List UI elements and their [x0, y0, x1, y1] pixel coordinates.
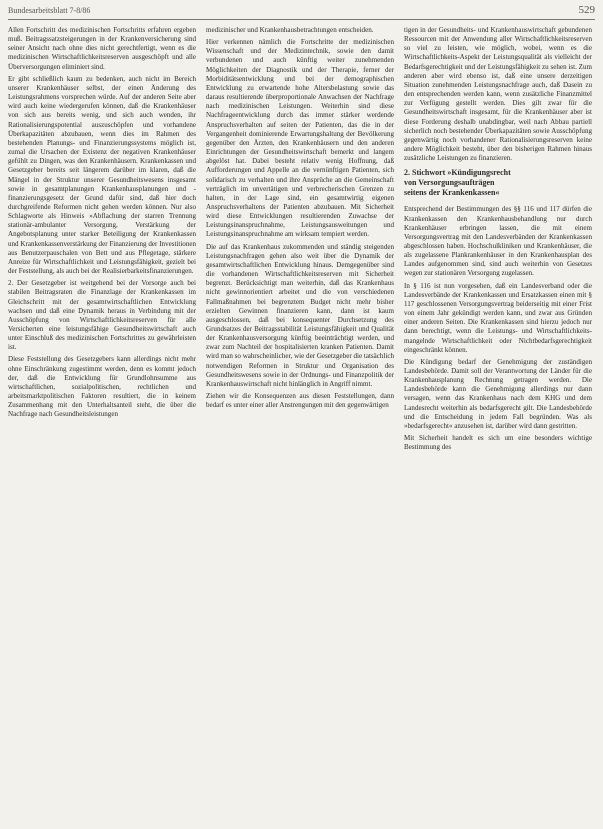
- paragraph: Diese Feststellung des Gesetzgebers kann allerdings nicht mehr ohne Einschränkung zugestimmt werden, denn es kommt jedoch der, daß die Entwicklung für Grundlohnsumme aus wirtschaftlichen, sozialpolitischen, rechtlichen und arbeitsmarktpolitischen Faktoren resultiert, die in keinem Zusammenhang mit den Unterhaltsanteil steht, die über die Nachfrage nach Gesundheitsleistungen: [8, 355, 196, 419]
- paragraph: Entsprechend der Bestimmungen des §§ 116 und 117 dürfen die Krankenkassen den Krankenhausbehandlung nur durch Krankenhäuser erbringen lassen, die mit einem Versorgungsvertrag mit den Landesverbänden der Krankenkassen abgeschlossen haben. Hochschulkliniken und Krankenhäuser, die als zugelassene Plankrankenhäuser in den Krankenhausplan des Landes aufgenommen sind, sind auch weiterhin von Gesetzes wegen zur stationären Versorgung zugelassen.: [404, 205, 592, 278]
- paragraph: Ziehen wir die Konsequenzen aus diesen Feststellungen, dann bedarf es unter einer aller Anstrengungen mit den gegenwärtigen: [206, 392, 394, 410]
- paragraph: medizinischer und Krankenhausbetrachtungen entscheiden.: [206, 26, 374, 34]
- paragraph: Allen Fortschritt des medizinischen Fortschritts erfahren ergeben muß. Beitragssatzsteigerungen in der Krankenversicherung sind seiner Ansicht nach ohne dies nicht gerechtfertigt, wenn es die medizinischen Wirtschaftlichkeitsreserven ausgeschöpft und alle Überversorgungen eliminiert sind.: [8, 26, 196, 71]
- section-number: 2.: [404, 168, 410, 178]
- paragraph: Die auf das Krankenhaus zukommenden und ständig steigenden Leistungsnachfragen gehen also weit über die Dynamik der gesamtwirtschaftlichen Entwicklung hinaus. Demgegenüber sind die vorhandenen Wirtschaftlichkeitsreserven mit Sicherheit begrenzt. Berücksichtigt man weiterhin, daß das Krankenhaus nicht gewinnorientiert arbeitet und die von verschiedenen Fallmaßnahmen bei begrenztem Budget nicht mehr bisher erzielten Gewinnen finanzieren kann, dann ist kaum ausgeschlossen, daß bei konsequenter Durchsetzung des Grundsatzes der Beitragsstabilität Leistungsfähigkeit und Qualität der Krankenhausversorgung künftig beeinträchtigt werden, und zwar zum Nachteil der hospitalisierten kranken Patienten. Damit wird man so wahrscheinlicher, wie der Gesetzgeber die tatsächlich notwendigen Reformen in Struktur und Organisation des Gesundheitswesens sowie in der Ordnungs- und Finanzpolitik der Krankenhauswirtschaft nicht hinlänglich in Angriff nimmt.: [206, 242, 394, 388]
- paragraph: tigen in der Gesundheits- und Krankenhauswirtschaft gebundenen Ressourcen mit der Anwendung aller Wirtschaftlichkeitsreserven so viel zu leisten, wie möglich, wobei, wenn es die Wirtschaftlichkeits-Aspekt der Leistungsqualität als vielleicht der Bedarfsgerechtigkeit und der Leistungsfähigkeit zu sehen ist. Zum anderen aber wird ebenso ist, daß eine unsere derzeitigen Situation zunehmenden Leistungsnachfrage auch, daß Dasein zu den entsprechenden werden kann, wenn zusätzliche Finanzmittel zur Verfügung gestellt werden. Dies gilt zwar für die Gesundheitswirtschaft insgesamt, für die Krankenhäuser aber ist diese Forderung deshalb unabdingbar, weil nach Abbau partiell sicherlich noch bestehender Überkapazitäten sowie Ausschöpfung gegenwärtig noch vorhandener Rationalisierungsreserven keine andere Möglichkeit besteht, über den bisherigen Rahmen hinaus zusätzliche Leistungen zu finanzieren.: [404, 26, 592, 163]
- paragraph: Hier verkennen nämlich die Fortschritte der medizinischen Wissenschaft und der Medizintechnik, sowie den damit verbundenen und auch künftig weiter zunehmenden Möglichkeiten der Diagnostik und der Therapie, ferner der Morbiditätsentwicklung und bei der demographischen Entwicklung zu erwartende hohe Altersbelastung sowie das daraus resultierende überproportionale Anwachsen der Nachfrage nach medizinischen Leistungen. Weiterhin sind diese Nachfrageentwicklung durch das immer stärker werdende Anspruchsverhalten auf seiten der Patienten, das die in der Vergangenheit dominierende Erwartungshaltung der Bevölkerung gegenüber den Ärzten, den Krankenhäusern und den anderen Einrichtungen der Gesundheitswirtschaft bemerkt und langem abgelöst hat. Dabei besteht relativ wenig Hoffnung, daß Aufforderungen und Appelle an die vernünftigen Patienten, sich solidarisch zu verhalten und ihre Ansprüche an die Gemeinschaft verträglich im unvertätigen und verbrecherischen Grenzen zu halten, in der Lage sind, ein gesamtwirtig eigenen Anspruchsverhaltens der Patienten abzubauen. Mit Sicherheit wird diese Entwicklungen resultierenden Zuwachse der Leistungsinanspruchnahme, Leistungsausweitungen und Leistungsinanspruchnahme am wirksam tempiert werden.: [206, 38, 394, 239]
- section-heading-text-1: Stichwort »Kündigungsrecht: [412, 168, 511, 178]
- text-column-1: [8, 26, 196, 423]
- paragraph: Mit Sicherheit handelt es sich um eine besonders wichtige Bestimmung des: [404, 434, 592, 452]
- running-header: [8, 4, 595, 18]
- section-heading-line-2: von Versorgungsaufträgen: [404, 178, 495, 188]
- section-heading: [404, 168, 592, 198]
- paragraph: Die Kündigung bedarf der Genehmigung der zuständigen Landesbehörde. Damit soll der Verantwortung der Länder für die Krankenhausplanung Rechnung getragen werden. Die Landesbehörde kann die Genehmigung allerdings nur dann versagen, wenn das Krankenhaus nach dem KHG und dem Landesrecht weiterhin als bedarfsgerecht gilt. Die Landesbehörde und die Entscheidung in jedem Fall begründen. Was als »bedarfsgerecht« anzusehen ist, darüber wird dann gestritten.: [404, 357, 592, 430]
- page-number: 529: [578, 4, 595, 16]
- section-heading-line-1: [404, 168, 592, 178]
- section-heading-line-3: seitens der Krankenkassen«: [404, 188, 500, 198]
- header-rule: [8, 19, 595, 20]
- paragraph: In § 116 ist nun vorgesehen, daß ein Landesverband oder die Landesverbände der Krankenkassen und Ersatzkassen einen mit § 117 geschlossenen Versorgungsvertrag beiderseitig mit einer Frist von einem Jahr gekündigt werden kann, und zwar aus Gründen einer anderen Seiten. Die Krankenkassen sind hierzu jedoch nur dann berechtigt, wenn die Leistungs- und Wirtschaftlichkeits- mangelnde Wirtschaftlichkeit oder Nichtbedarfsgerechtigkeit eingeschränkt können.: [404, 281, 592, 354]
- journal-title: Bundesarbeitsblatt 7-8/86: [8, 6, 91, 15]
- text-column-2: [206, 26, 394, 413]
- text-column-3: [404, 26, 592, 455]
- paragraph: 2. Der Gesetzgeber ist weitgehend bei der Vorsorge auch bei stabilen Beitragsraten die Finanzlage der Krankenkassen im Gleichschritt mit der gesamtwirtschaftlichen Entwicklung wachsen und daß eine Dynamik heraus in Verbindung mit der Ausschöpfung von Wirtschaftlichkeitsreserven für alle Versicherten eine leistungsfähige Gesundheitswirtschaft auch unter Einschluß des medizinischen Fortschrittes zu gewährleisten ist.: [8, 279, 196, 352]
- paragraph: Er gibt schließlich kaum zu bedenken, auch nicht im Bereich unserer Krankenhäuser selbst, der einen Änderung des Leistungsrahmens vorsprechen würde. Auf der anderen Seite aber wird auch keine wiedergerufen können, daß die Krankenhäuser von sich aus bereits wenig, und sich auch wenden, ihr Rationalisierungspotential auszuschöpfen und vorhandene Überkapazitäten abzubauen, wenn dies im Rahmen des bestehenden Planungs- und Finanzierungssystems möglich ist, zumal die Ursachen der Existenz der negativen Krankenhäuser gefühlt zu Dingen, was den Krankenhäusern. Krankenkassen und Gesetzgeber bereits seit längerem darüber im klaren, daß die Mängel in der Struktur unserer Gesundheitswesens insgesamt sowie in gesamtplanungen Krankenhausplanungen und -finanzierungsgesetz der Grund dafür sind, daß hier doch durchgreifende Reformen nicht gehen werden können. Nur also Schlagworte als Hinweis »Abflachung der starren Trennung stationär-ambulanter Versorgung, Verstärkung der Angebotsplanung unter starker Beteiligung der Krankenkassen und Krankenkassenverstärkung der Finanzierung der Investitionen aus Benutzerpauschalen von Bett und aus Pflegetage, stärkere Anreize für Wirtschaftlichkeit und Leistungsfähigkeit, gezielt bei der Feststellung, als auch bei der Realisierbarkeitsfinanzierungen.: [8, 74, 196, 276]
